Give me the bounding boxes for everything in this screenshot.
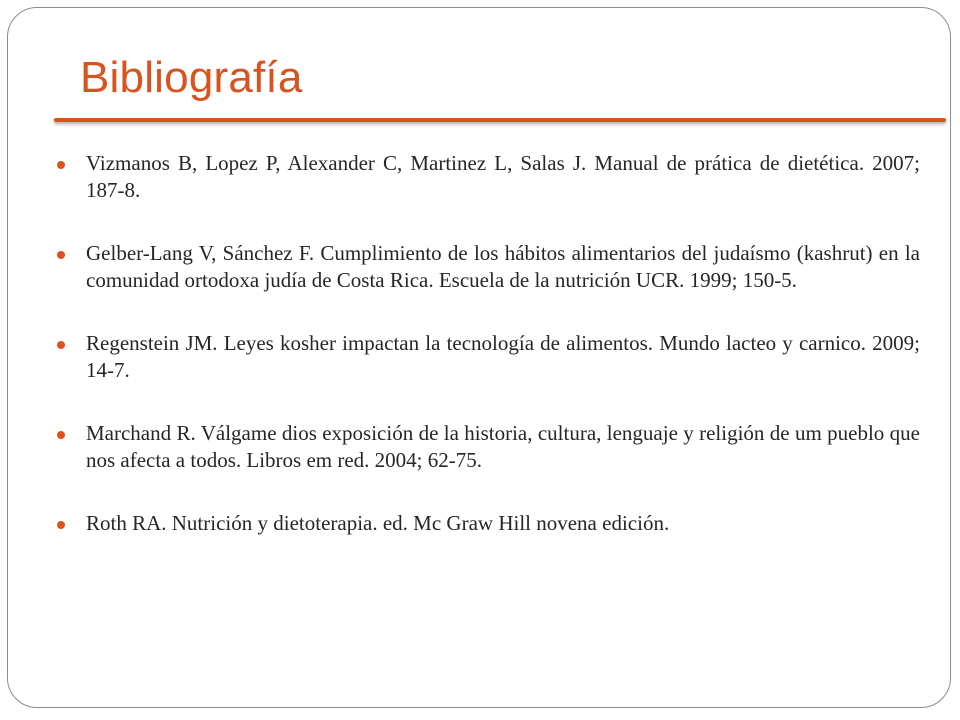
bibliography-item bbox=[86, 150, 920, 204]
bullet-icon bbox=[57, 341, 65, 349]
bullet-icon bbox=[57, 521, 65, 529]
bibliography-item bbox=[86, 240, 920, 294]
reference-text: Vizmanos B, Lopez P, Alexander C, Martinez L, Salas J. Manual de prática de dietética. 2007; 187-8. bbox=[86, 151, 920, 202]
reference-text: Marchand R. Válgame dios exposición de la historia, cultura, lenguaje y religión de um pueblo que nos afecta a todos. Libros em red. 2004; 62-75. bbox=[86, 421, 920, 472]
reference-text: Regenstein JM. Leyes kosher impactan la tecnología de alimentos. Mundo lacteo y carnico. 2009; 14-7. bbox=[86, 331, 920, 382]
bullet-icon bbox=[57, 161, 65, 169]
bibliography-item bbox=[86, 420, 920, 474]
title-underline bbox=[54, 118, 946, 122]
reference-text: Gelber-Lang V, Sánchez F. Cumplimiento de los hábitos alimentarios del judaísmo (kashrut) en la comunidad ortodoxa judía de Costa Rica. Escuela de la nutrición UCR. 1999; 150-5. bbox=[86, 241, 920, 292]
bullet-icon bbox=[57, 251, 65, 259]
bibliography-list bbox=[86, 150, 920, 537]
reference-text: Roth RA. Nutrición y dietoterapia. ed. Mc Graw Hill novena edición. bbox=[86, 511, 670, 535]
bibliography-item bbox=[86, 510, 920, 537]
bibliography-item bbox=[86, 330, 920, 384]
bullet-icon bbox=[57, 431, 65, 439]
slide-title: Bibliografía bbox=[80, 53, 303, 102]
